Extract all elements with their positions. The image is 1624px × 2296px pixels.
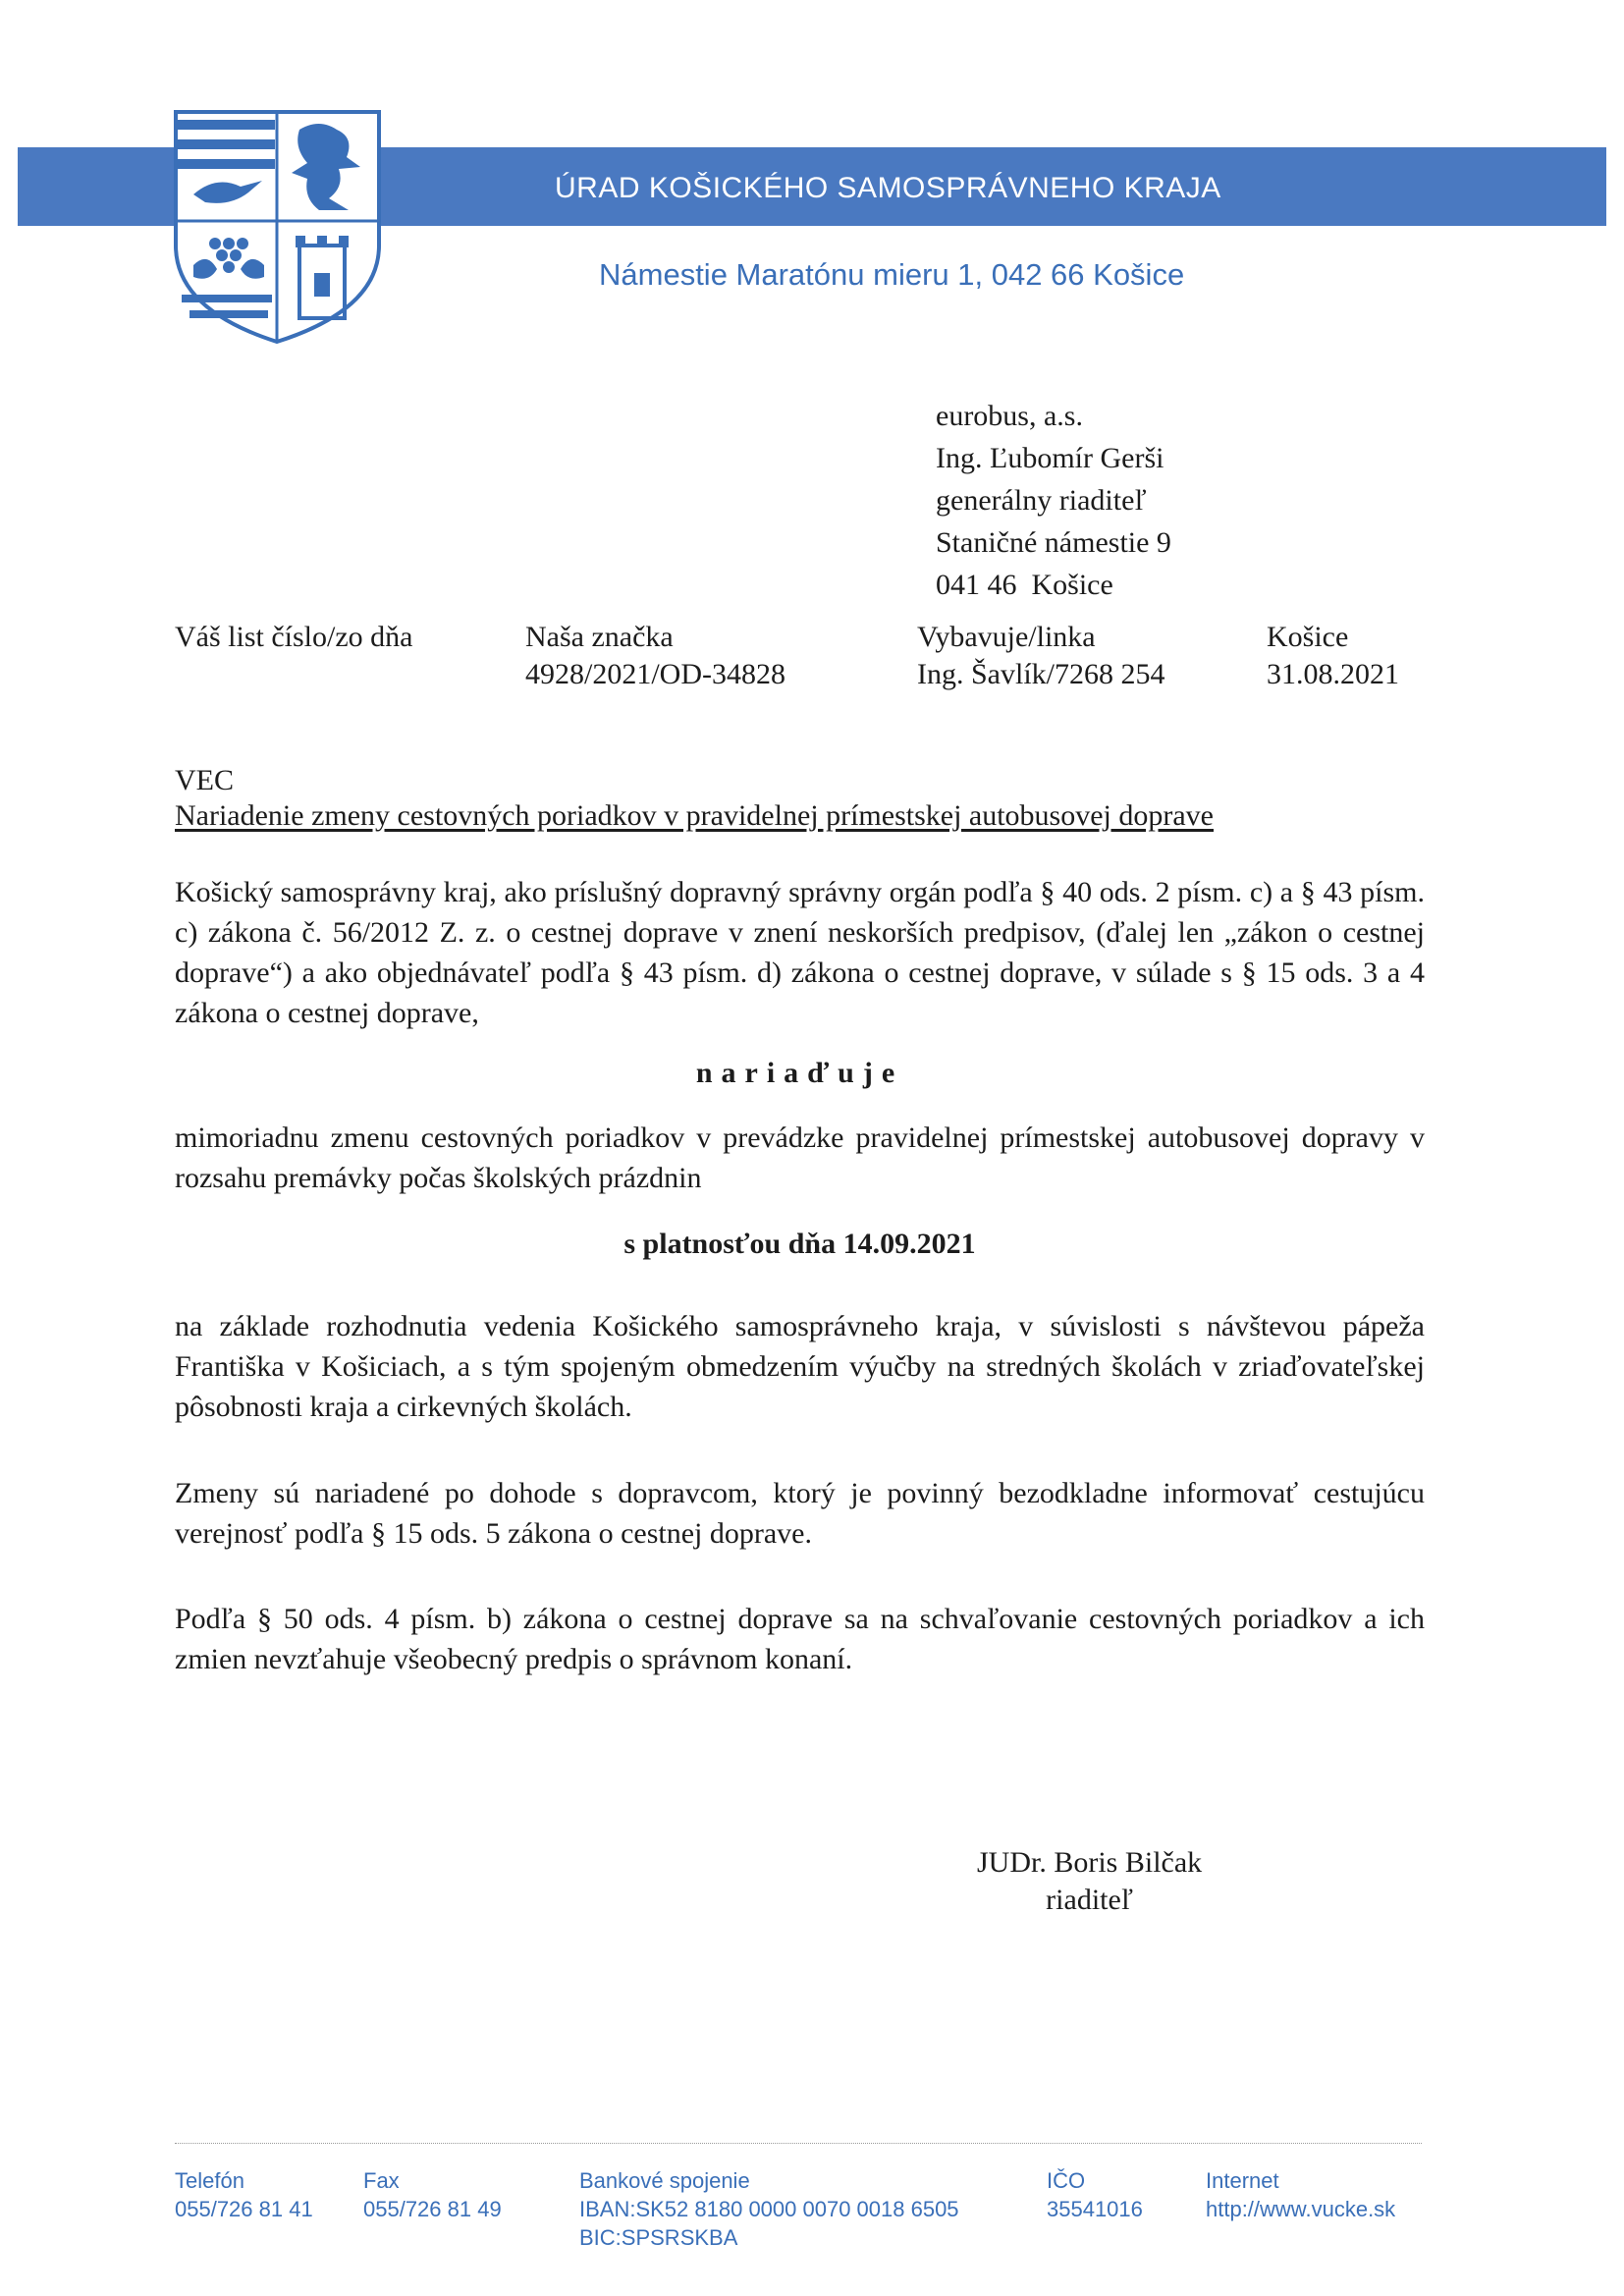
signatory-role: riaditeľ (1046, 1884, 1133, 1916)
footer-bank-iban: IBAN:SK52 8180 0000 0070 0018 6505 (579, 2197, 959, 2221)
body-paragraph-4: Zmeny sú nariadené po dohode s dopravcom, ktorý je povinný bezodkladne informovať cestujúcu verejnosť podľa § 15 ods. 5 zákona o cestnej doprave. (175, 1477, 1425, 1550)
footer-phone-label: Telefón (175, 2168, 244, 2193)
footer-web-link[interactable]: http://www.vucke.sk (1206, 2197, 1396, 2221)
place-label: Košice (1267, 621, 1349, 653)
subject-heading: VEC (175, 764, 234, 796)
letter-date: 31.08.2021 (1267, 658, 1399, 690)
place-date (1267, 619, 1399, 693)
our-reference-label: Naša značka (525, 621, 674, 653)
handled-by (917, 619, 1165, 693)
office-name: ÚRAD KOŠICKÉHO SAMOSPRÁVNEHO KRAJA (555, 172, 1221, 204)
body-paragraph-1: Košický samosprávny kraj, ako príslušný dopravný správny orgán podľa § 40 ods. 2 písm. c) a § 43 písm. c) zákona č. 56/2012 Z. z. o cestnej doprave v znení neskorších predpisov, (ďalej len „zákon o cestnej doprave“) a ako objednávateľ podľa § 43 písm. d) zákona o cestnej doprave, v súlade s § 15 ods. 3 a 4 zákona o cestnej doprave, (175, 876, 1425, 1029)
coat-of-arms-icon (172, 108, 383, 346)
footer-fax-value: 055/726 81 49 (363, 2197, 502, 2221)
footer-ico-label: IČO (1047, 2168, 1086, 2193)
footer-phone (175, 2166, 313, 2223)
recipient-city: 041 46 Košice (936, 569, 1113, 601)
footer-bank-bic: BIC:SPSRSKBA (579, 2225, 738, 2250)
recipient-block (936, 395, 1171, 606)
footer-fax-label: Fax (363, 2168, 400, 2193)
recipient-position: generálny riaditeľ (936, 484, 1147, 517)
footer-ico (1047, 2166, 1143, 2223)
recipient-company: eurobus, a.s. (936, 400, 1083, 432)
footer-bank-label: Bankové spojenie (579, 2168, 750, 2193)
orders-heading: nariaďuje (695, 1057, 904, 1089)
recipient-street: Staničné námestie 9 (936, 526, 1171, 559)
footer-web (1206, 2166, 1395, 2223)
subject-title: Nariadenie zmeny cestovných poriadkov v pravidelnej prímestskej autobusovej doprave (175, 799, 1214, 832)
footer-fax (363, 2166, 502, 2223)
footer-phone-value: 055/726 81 41 (175, 2197, 313, 2221)
office-address: Námestie Maratónu mieru 1, 042 66 Košice (599, 257, 1185, 292)
footer-divider (175, 2143, 1422, 2144)
signatory-name: JUDr. Boris Bilčak (977, 1846, 1203, 1879)
footer-ico-value: 35541016 (1047, 2197, 1143, 2221)
footer-web-label: Internet (1206, 2168, 1279, 2193)
recipient-name: Ing. Ľubomír Gerši (936, 442, 1164, 474)
footer-bank (579, 2166, 959, 2252)
handled-by-label: Vybavuje/linka (917, 621, 1096, 653)
body-paragraph-5: Podľa § 50 ods. 4 písm. b) zákona o cestnej doprave sa na schvaľovanie cestovných poriadkov a ich zmien nevzťahuje všeobecný predpis o správnom konaní. (175, 1603, 1425, 1675)
our-reference (525, 619, 785, 693)
body-paragraph-2: mimoriadnu zmenu cestovných poriadkov v prevádzke pravidelnej prímestskej autobusovej dopravy v rozsahu premávky počas školských prázdnin (175, 1121, 1425, 1194)
validity-line: s platnosťou dňa 14.09.2021 (623, 1228, 976, 1260)
body-paragraph-3: na základe rozhodnutia vedenia Košického samosprávneho kraja, v súvislosti s návštevou pápeža Františka v Košiciach, a s tým spojeným obmedzením výučby na stredných školách v zriaďovateľskej pôsobnosti kraja a cirkevných školách. (175, 1310, 1425, 1423)
our-reference-value: 4928/2021/OD-34828 (525, 658, 785, 690)
your-letter-label: Váš list číslo/zo dňa (175, 621, 413, 653)
handled-by-value: Ing. Šavlík/7268 254 (917, 658, 1165, 690)
signature-block (977, 1844, 1202, 1919)
